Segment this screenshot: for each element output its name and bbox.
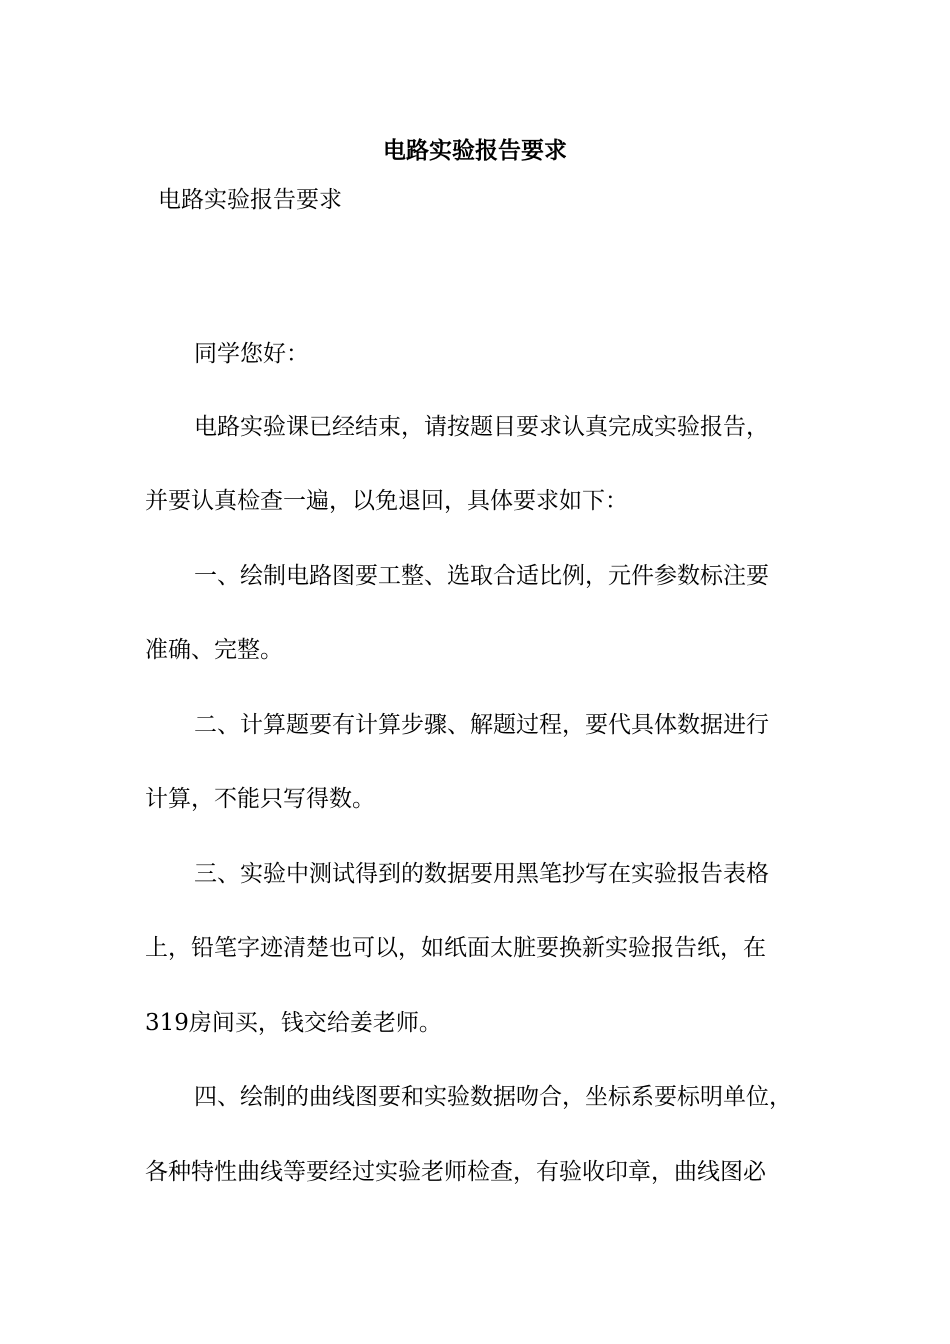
item2-line-2: 计算，不能只写得数。 bbox=[145, 786, 375, 812]
item3-line-2: 上，铅笔字迹清楚也可以，如纸面太脏要换新实验报告纸，在 bbox=[145, 935, 766, 961]
item4-line-2: 各种特性曲线等要经过实验老师检查，有验收印章，曲线图必 bbox=[145, 1159, 766, 1185]
greeting-line: 同学您好： bbox=[194, 341, 309, 367]
document-subtitle: 电路实验报告要求 bbox=[158, 187, 342, 213]
item3-line-3: 319房间买，钱交给姜老师。 bbox=[145, 1010, 442, 1036]
item1-line-2: 准确、完整。 bbox=[145, 637, 283, 663]
document-title: 电路实验报告要求 bbox=[383, 137, 567, 164]
intro-line-2: 并要认真检查一遍，以免退回，具体要求如下： bbox=[145, 488, 628, 514]
intro-line-1: 电路实验课已经结束，请按题目要求认真完成实验报告， bbox=[194, 414, 769, 440]
item2-line-1: 二、计算题要有计算步骤、解题过程，要代具体数据进行 bbox=[194, 712, 769, 738]
item1-line-1: 一、绘制电路图要工整、选取合适比例，元件参数标注要 bbox=[194, 563, 769, 589]
item4-line-1: 四、绘制的曲线图要和实验数据吻合，坐标系要标明单位， bbox=[194, 1084, 792, 1110]
item3-line-1: 三、实验中测试得到的数据要用黑笔抄写在实验报告表格 bbox=[194, 861, 769, 887]
